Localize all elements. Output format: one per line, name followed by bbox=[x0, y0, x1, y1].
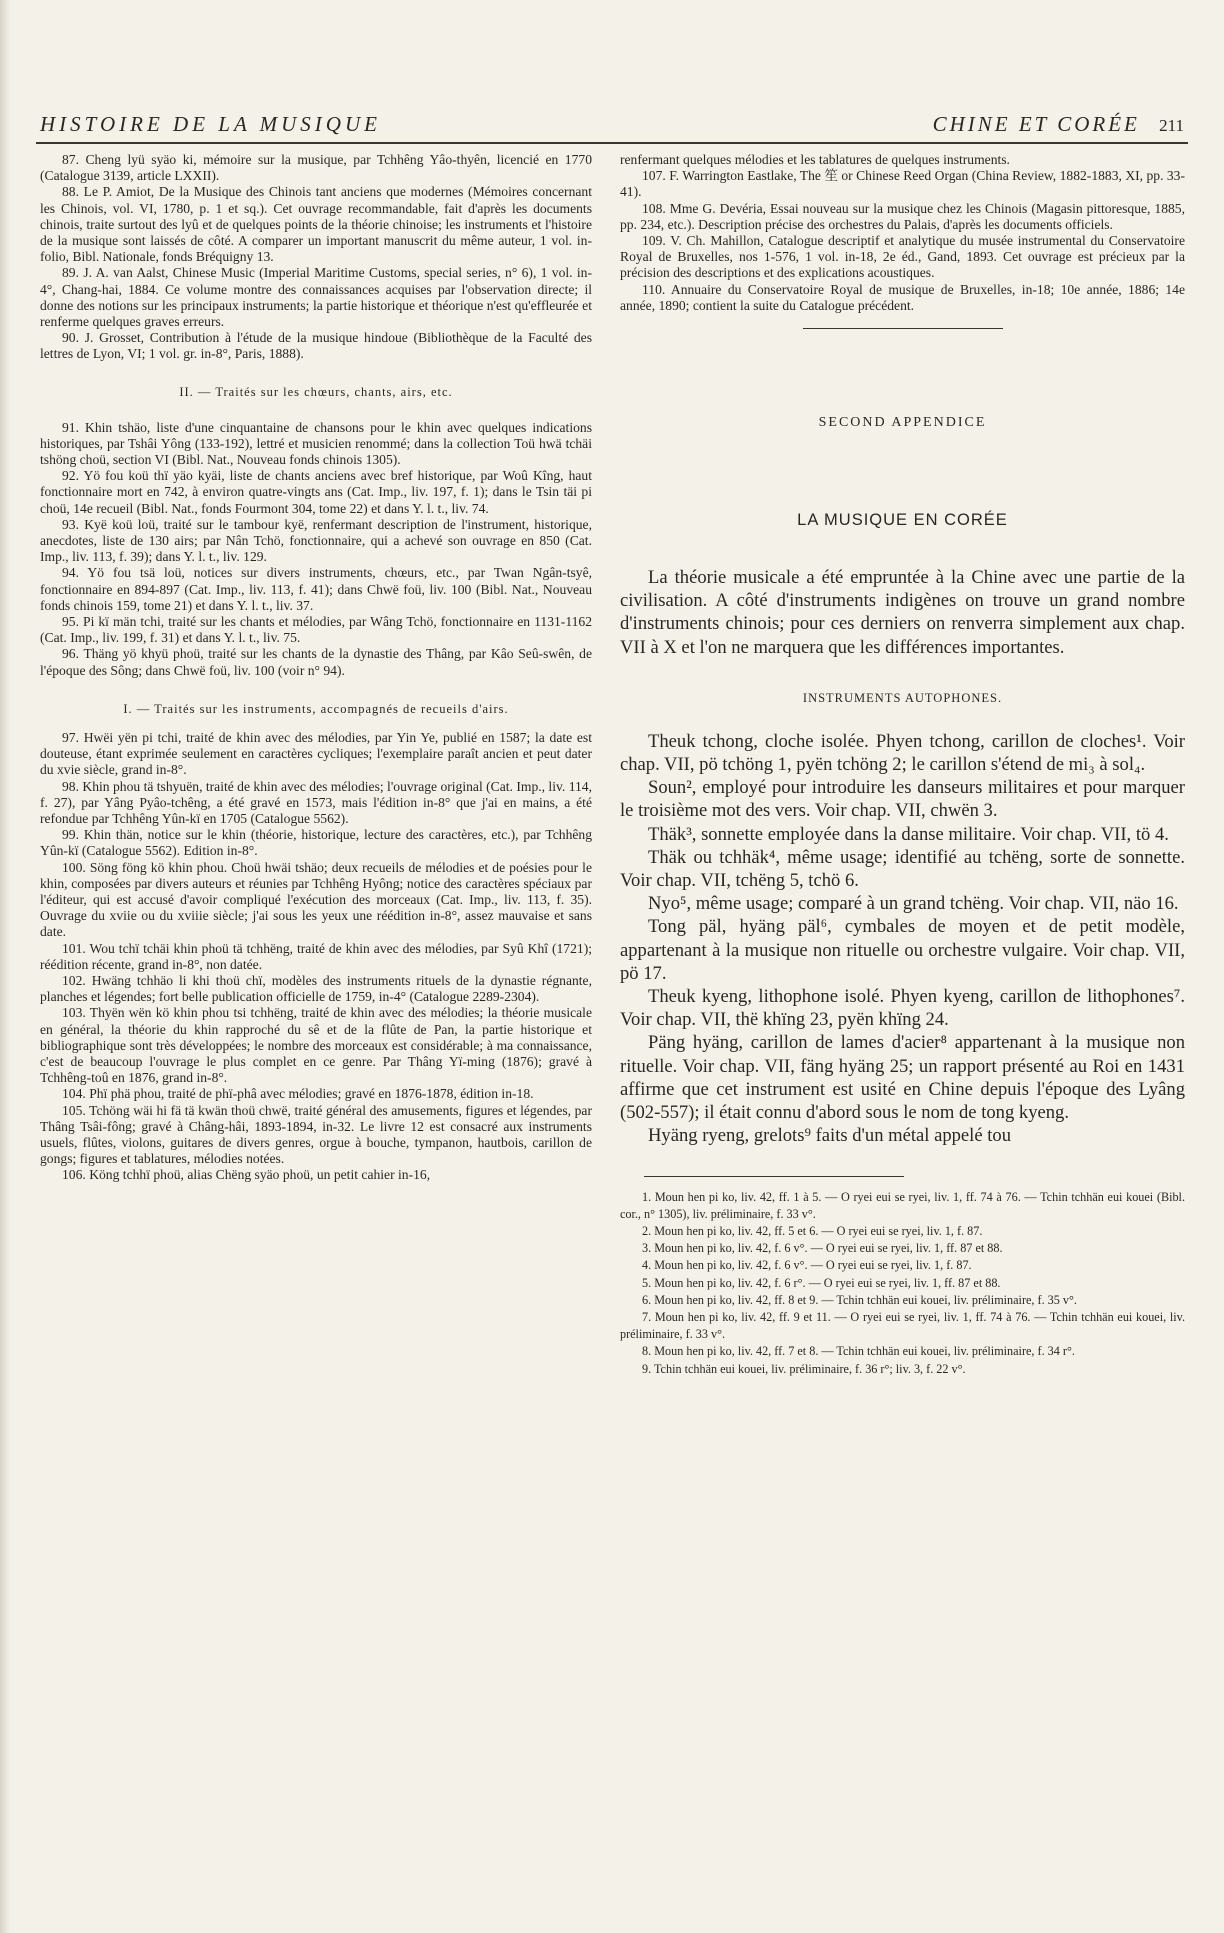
footnote: 9. Tchin tchhän eui kouei, liv. préliminaire, f. 36 r°; liv. 3, f. 22 v°. bbox=[642, 1361, 966, 1376]
footnote: 6. Moun hen pi ko, liv. 42, ff. 8 et 9. — Tchin tchhän eui kouei, liv. préliminaire, f. 35 v°. bbox=[642, 1292, 1077, 1307]
bib-entry: 87. Cheng lyü syäo ki, mémoire sur la musique, par Tchhêng Yâo-thyên, licencié en 1770 (Catalogue 3139, article LXXII). bbox=[40, 152, 592, 184]
instrument-paragraph: Hyäng ryeng, grelots⁹ faits d'un métal appelé tou bbox=[648, 1125, 1012, 1147]
instrument-paragraph: Thäk³, sonnette employée dans la danse militaire. Voir chap. VII, tö 4. bbox=[648, 823, 1169, 845]
bib-entry-continued: renfermant quelques mélodies et les tablatures de quelques instruments. bbox=[620, 152, 1010, 167]
footnote-rule bbox=[644, 1176, 904, 1177]
bibliography-list-c bbox=[40, 730, 592, 1184]
footnote: 2. Moun hen pi ko, liv. 42, ff. 5 et 6. — O ryei eui se ryei, liv. 1, f. 87. bbox=[642, 1223, 983, 1238]
header-rule bbox=[36, 142, 1188, 144]
running-title-right: CHINE ET CORÉE bbox=[932, 112, 1140, 136]
subsection-heading: INSTRUMENTS AUTOPHONES. bbox=[802, 690, 1003, 705]
instrument-paragraph: Päng hyäng, carillon de lames d'acier⁸ appartenant à la musique non rituelle. Voir chap. VII, fäng hyäng 25; un rapport présenté au Roi en 1431 affirme que cet instrument est usité en Chine depuis l'époque des Lyâng (502-557); il était connu d'abord sous le nom de tong kyeng. bbox=[620, 1032, 1185, 1124]
bib-entry: 109. V. Ch. Mahillon, Catalogue descriptif et analytique du musée instrumental du Conservatoire Royal de Bruxelles, nos 1-576, 1 vol. in-18, 2e éd., Gand, 1893. Cet ouvrage est précieux par la précision des descriptions et des explications acoustiques. bbox=[620, 233, 1185, 281]
footnote: 1. Moun hen pi ko, liv. 42, ff. 1 à 5. — O ryei eui se ryei, liv. 1, ff. 74 à 76. — Tchin tchhän eui kouei (Bibl. cor., n° 1305), liv. préliminaire, f. 33 v°. bbox=[620, 1189, 1185, 1221]
bib-entry: 105. Tchöng wäi hi fä tä kwän thoü chwë, traité général des amusements, figures et légendes, par Thâng Tsâi-fông; gravé à Châng-hâi, 1893-1894, in-32. Le livre 12 est consacré aux instruments usuels, flûtes, violons, guitares de divers genres, orgue à bouche, tympanon, hautbois, carillon de gongs; figures et tablatures, mélodies notées. bbox=[40, 1102, 592, 1167]
footnotes bbox=[620, 1189, 1185, 1378]
intro-paragraph: La théorie musicale a été empruntée à la Chine avec une partie de la civilisation. A côté d'instruments indigènes on trouve un grand nombre d'instruments chinois; pour ces derniers on renverra simplement aux chap. VII à X et l'on ne marquera que les différences importantes. bbox=[620, 567, 1185, 658]
bib-entry: 108. Mme G. Devéria, Essai nouveau sur la musique chez les Chinois (Magasin pittoresque, 1885, pp. 234, etc.). Description précise des orchestres du Palais, d'après les documents officiels. bbox=[620, 200, 1185, 232]
bib-entry: 106. Köng tchhï phoü, alias Chëng syäo phoü, un petit cahier in-16, bbox=[62, 1167, 431, 1183]
footnote: 8. Moun hen pi ko, liv. 42, ff. 7 et 8. — Tchin tchhän eui kouei, liv. préliminaire, f. 34 r°. bbox=[642, 1344, 1075, 1359]
instrument-paragraph: Thäk ou tchhäk⁴, même usage; identifié au tchëng, sorte de sonnette. Voir chap. VII, tchëng 5, tchö 6. bbox=[620, 846, 1185, 892]
instrument-paragraph: Nyo⁵, même usage; comparé à un grand tchëng. Voir chap. VII, näo 16. bbox=[648, 893, 1179, 915]
footnote: 7. Moun hen pi ko, liv. 42, ff. 9 et 11. — O ryei eui se ryei, liv. 1, ff. 74 à 76. — Tchin tchhän eui kouei, liv. préliminaire, f. 33 v°. bbox=[620, 1309, 1185, 1342]
footnote: 4. Moun hen pi ko, liv. 42, f. 6 v°. — O ryei eui se ryei, liv. 1, f. 87. bbox=[642, 1258, 972, 1273]
bib-entry: 92. Yö fou koü thï yäo kyäi, liste de chants anciens avec bref historique, par Woû Kîng, haut fonctionnaire mort en 742, à environ quatre-vingts ans (Cat. Imp., liv. 197, f. 1); dans le Tsin täi pi choü, 14e recueil (Bibl. Nat., fonds Fourmont 304, tome 22) et dans Y. l. t., liv. 74. bbox=[40, 468, 592, 516]
instrument-paragraph: Tong päl, hyäng päl⁶, cymbales de moyen et de petit modèle, appartenant à la musique non rituelle ou orchestre vulgaire. Voir chap. VII, pö 17. bbox=[620, 916, 1185, 984]
section-heading-i: I. — Traités sur les instruments, accompagnés de recueils d'airs. bbox=[123, 701, 509, 716]
bib-entry: 96. Thäng yö khyü phoü, traité sur les chants de la dynastie des Thâng, par Kâo Seû-swên, de l'époque des Sông; dans Chwë foü, liv. 100 (voir n° 94). bbox=[40, 646, 592, 678]
chapter-title: LA MUSIQUE EN CORÉE bbox=[797, 511, 1008, 530]
bib-entry: 100. Söng föng kö khin phou. Choü hwäi tshäo; deux recueils de mélodies et de poésies pour le khin, composées par divers auteurs et réunies par Tchhêng Hyông; notice des caractères spéciaux par l'éditeur, qui est accusé d'avoir compliqué l'exécution des morceaux (Cat. Imp., liv. 113, f. 35). Ouvrage du xviie ou du xviiie siècle; j'ai sous les yeux une réédition in-8°, assez mauvaise et sans date. bbox=[40, 859, 592, 940]
instrument-paragraph: Soun², employé pour introduire les danseurs militaires et pour marquer le troisième mot des vers. Voir chap. VII, chwën 3. bbox=[620, 777, 1185, 822]
bib-entry: 98. Khin phou tä tshyuën, traité de khin avec des mélodies; l'ouvrage original (Cat. Imp., liv. 114, f. 27), par Yâng Pyâo-tchêng, a été gravé en 1573, mais l'édition in-8° que j'ai en mains, a été refondue par Tchhêng Yûn-kï en 1705 (Catalogue 5562). bbox=[40, 778, 592, 826]
instrument-list bbox=[620, 730, 1185, 1148]
page-number: 211 bbox=[1159, 116, 1184, 135]
binding-shadow bbox=[0, 0, 10, 1933]
instrument-paragraph: Theuk tchong, cloche isolée. Phyen tchong, carillon de cloches¹. Voir chap. VII, pö tchöng 1, pyën tchöng 2; le carillon s'étend de mi₃ à sol₄. bbox=[620, 730, 1185, 776]
bib-entry: 104. Phï phä phou, traité de phï-phâ avec mélodies; gravé en 1876-1878, édition in-18. bbox=[62, 1086, 534, 1102]
bib-entry: 99. Khin thän, notice sur le khin (théorie, historique, lecture des caractères, etc.), par Tchhêng Yûn-kï (Catalogue 5562). Edition in-8°. bbox=[40, 827, 592, 859]
appendix-title: SECOND APPENDICE bbox=[818, 415, 987, 431]
right-column bbox=[620, 152, 1185, 1378]
instrument-paragraph: Theuk kyeng, lithophone isolé. Phyen kyeng, carillon de lithophones⁷. Voir chap. VII, thë khïng 23, pyën khïng 24. bbox=[620, 986, 1185, 1031]
running-title-left: HISTOIRE DE LA MUSIQUE bbox=[40, 112, 381, 136]
bibliography-list-a bbox=[40, 152, 592, 363]
bib-entry: 89. J. A. van Aalst, Chinese Music (Imperial Maritime Customs, special series, n° 6), 1 vol. in-4°, Chang-hai, 1884. Ce volume montre des connaissances acquises par l'observation directe; il donne des notions sur les principaux instruments; la partie historique et théorique n'est qu'effleurée et renferme quelques graves erreurs. bbox=[40, 265, 592, 330]
bib-entry: 107. F. Warrington Eastlake, The 笙 or Chinese Reed Organ (China Review, 1882-1883, XI, pp. 33-41). bbox=[620, 168, 1185, 200]
bib-entry: 95. Pi kï män tchi, traité sur les chants et mélodies, par Wâng Tchö, fonctionnaire en 1131-1162 (Cat. Imp., liv. 199, f. 31) et dans Y. l. t., liv. 75. bbox=[40, 614, 592, 646]
bib-entry: 110. Annuaire du Conservatoire Royal de musique de Bruxelles, in-18; 10e année, 1886; 14e année, 1890; contient la suite du Catalogue précédent. bbox=[620, 281, 1185, 313]
bib-entry: 102. Hwäng tchhäo li khi thoü chï, modèles des instruments rituels de la dynastie régnante, planches et légendes; fort belle publication officielle de 1759, in-4° (Catalogue 2289-2304). bbox=[40, 972, 592, 1005]
footnote: 3. Moun hen pi ko, liv. 42, f. 6 v°. — O ryei eui se ryei, liv. 1, ff. 87 et 88. bbox=[642, 1241, 1003, 1256]
section-heading-ii: II. — Traités sur les chœurs, chants, airs, etc. bbox=[179, 384, 453, 399]
running-title-right-group bbox=[933, 112, 1184, 137]
footnote: 5. Moun hen pi ko, liv. 42, f. 6 r°. — O ryei eui se ryei, liv. 1, ff. 87 et 88. bbox=[642, 1275, 1001, 1290]
bib-entry: 103. Thyën wën kö khin phou tsi tchhëng, traité de khin avec des mélodies; la théorie musicale en général, la théorie du khin rapproché du sê et de la flûte de Pan, la partie historique et bibliographique sont très développées; le nombre des morceaux est considérable; à ma connaissance, c'est de beaucoup l'ouvrage le plus complet en ce genre. Par Thâng Yï-ming (1876); gravé à Tchhêng-toû en 1876, grand in-8°. bbox=[40, 1005, 592, 1086]
bib-entry: 93. Kyë koü loü, traité sur le tambour kyë, renfermant description de l'instrument, historique, anecdotes, liste de 130 airs; par Nân Tchö, fonctionnaire, qui a achevé son ouvrage en 850 (Cat. Imp., liv. 113, f. 39); dans Y. l. t., liv. 129. bbox=[40, 516, 592, 565]
section-divider bbox=[803, 328, 1003, 329]
running-header bbox=[40, 112, 1184, 138]
left-column bbox=[40, 152, 592, 1184]
bib-entry: 94. Yö fou tsä loü, notices sur divers instruments, chœurs, etc., par Twan Ngân-tsyê, fonctionnaire en 894-897 (Cat. Imp., liv. 113, f. 41); dans Chwë foü, liv. 100 (Bibl. Nat., Nouveau fonds chinois 159, tome 21) et dans Y. l. t., liv. 37. bbox=[40, 565, 592, 613]
bib-entry: 88. Le P. Amiot, De la Musique des Chinois tant anciens que modernes (Mémoires concernant les Chinois, vol. VI, 1780, p. 1 et sq.). Cet ouvrage recommandable, fait d'après les documents chinois, traite surtout des lyû et de quelques points de la théorie chinoise; les instruments et l'histoire de la musique sont laissés de côté. A comparer un important manuscrit du même auteur, 1 vol. in-folio, Bibl. Nationale, fonds Bréquigny 13. bbox=[40, 184, 592, 265]
bib-entry: 101. Wou tchï tchäi khin phoü tä tchhëng, traité de khin avec des mélodies, par Syû Khî (1721); réédition récente, grand in-8°, non datée. bbox=[40, 940, 592, 972]
bib-entry: 91. Khin tshäo, liste d'une cinquantaine de chansons pour le khin avec quelques indications historiques, par Tshâi Yông (133-192), lettré et musicien renommé; dans la collection Toü hwä tchäi tshöng choü, section VI (Bibl. Nat., Nouveau fonds chinois 1305). bbox=[40, 419, 592, 468]
bibliography-list-d bbox=[620, 152, 1185, 314]
bib-entry: 97. Hwëi yën pi tchi, traité de khin avec des mélodies, par Yin Ye, publié en 1587; la date est douteuse, étant exprimée seulement en caractères cycliques; l'exemplaire paraît ancien et peut dater du xvie siècle, grand in-8°. bbox=[40, 729, 592, 778]
bibliography-list-b bbox=[40, 420, 592, 679]
bib-entry: 90. J. Grosset, Contribution à l'étude de la musique hindoue (Bibliothèque de la Faculté des lettres de Lyon, VI; 1 vol. gr. in-8°, Paris, 1888). bbox=[40, 330, 592, 362]
